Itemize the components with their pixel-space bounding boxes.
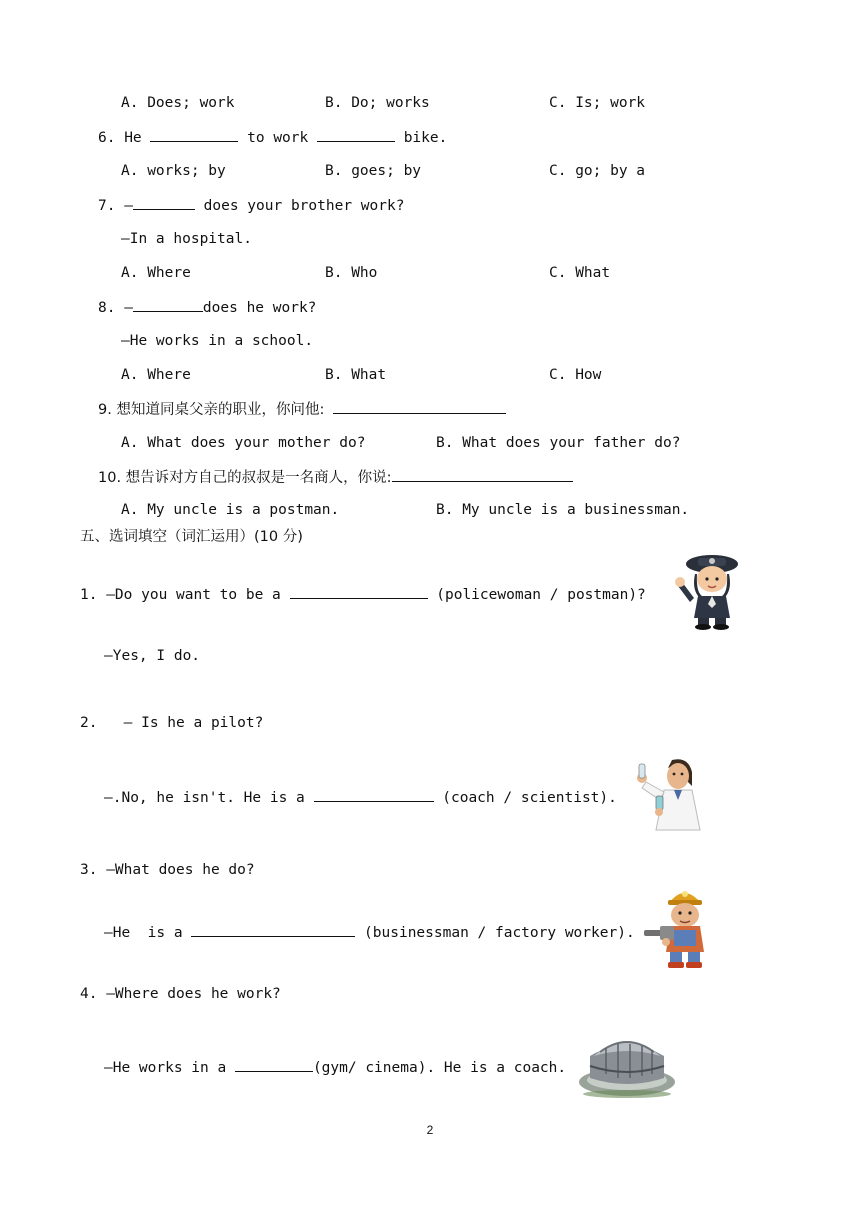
q9-prompt: 9. 想知道同桌父亲的职业，你问他: (98, 402, 325, 418)
fill-2-question: 2. — Is he a pilot? (80, 715, 264, 731)
q6-option-a: A. works; by (121, 163, 226, 179)
q6-mid: to work (247, 130, 309, 146)
q8-stem (98, 297, 316, 318)
q6-number: 6. He (98, 130, 142, 146)
scientist-picture (626, 752, 716, 832)
q9-blank[interactable] (333, 399, 506, 414)
q7-option-b: B. Who (325, 265, 378, 281)
fill-3-answer (104, 922, 635, 943)
fill-4-blank[interactable] (235, 1057, 313, 1072)
fill-3-pre: —He is a (104, 925, 183, 941)
q7-blank[interactable] (133, 195, 195, 210)
q8-blank[interactable] (133, 297, 203, 312)
fill-1-pre: 1. —Do you want to be a (80, 587, 281, 603)
fill-1-question (80, 584, 646, 605)
fill-2-answer (104, 787, 617, 808)
q5-option-c: C. Is; work (549, 95, 646, 111)
q9-stem (98, 399, 506, 420)
q6-blank-2[interactable] (317, 127, 395, 142)
fill-2-pre: —.No, he isn't. He is a (104, 790, 305, 806)
q6-option-c: C. go; by a (549, 163, 646, 179)
factory-worker-picture (640, 884, 724, 970)
q7-option-c: C. What (549, 265, 611, 281)
fill-1-reply: —Yes, I do. (104, 648, 201, 664)
q6-end: bike. (403, 130, 448, 146)
section-5-heading: 五、选词填空（词汇运用）(10 分) (80, 529, 303, 545)
fill-3-question: 3. —What does he do? (80, 862, 255, 878)
fill-3-blank[interactable] (191, 922, 355, 937)
q5-option-a: A. Does; work (121, 95, 235, 111)
q8-option-c: C. How (549, 367, 602, 383)
q10-option-a: A. My uncle is a postman. (121, 502, 340, 518)
fill-3-choices: (businessman / factory worker). (364, 925, 635, 941)
q6-blank-1[interactable] (150, 127, 238, 142)
q6-option-b: B. goes; by (325, 163, 422, 179)
page-number: 2 (426, 1123, 434, 1137)
fill-2-blank[interactable] (314, 787, 434, 802)
q8-option-a: A. Where (121, 367, 191, 383)
q10-prompt: 10. 想告诉对方自己的叔叔是一名商人，你说: (98, 470, 392, 486)
q8-option-b: B. What (325, 367, 387, 383)
q9-option-b: B. What does your father do? (436, 435, 681, 451)
q8-rest: does he work? (202, 300, 317, 316)
q7-option-a: A. Where (121, 265, 191, 281)
q10-stem (98, 467, 573, 488)
fill-4-choices: (gym/ cinema). He is a coach. (312, 1060, 567, 1076)
q8-number: 8. — (98, 300, 133, 316)
policewoman-picture (668, 552, 748, 630)
q8-answer: —He works in a school. (121, 333, 314, 349)
q10-option-b: B. My uncle is a businessman. (436, 502, 690, 518)
fill-1-choices: (policewoman / postman)? (436, 587, 646, 603)
fill-2-choices: (coach / scientist). (442, 790, 617, 806)
q6-stem (98, 127, 447, 148)
fill-4-pre: —He works in a (104, 1060, 227, 1076)
q7-number: 7. — (98, 198, 133, 214)
fill-4-question: 4. —Where does he work? (80, 986, 281, 1002)
q9-option-a: A. What does your mother do? (121, 435, 366, 451)
q7-answer: —In a hospital. (121, 231, 252, 247)
gym-building-picture (576, 1020, 678, 1100)
q7-rest: does your brother work? (203, 198, 405, 214)
q10-blank[interactable] (392, 467, 573, 482)
q7-stem (98, 195, 404, 216)
q5-option-b: B. Do; works (325, 95, 430, 111)
fill-1-blank[interactable] (290, 584, 428, 599)
fill-4-answer (104, 1057, 566, 1078)
